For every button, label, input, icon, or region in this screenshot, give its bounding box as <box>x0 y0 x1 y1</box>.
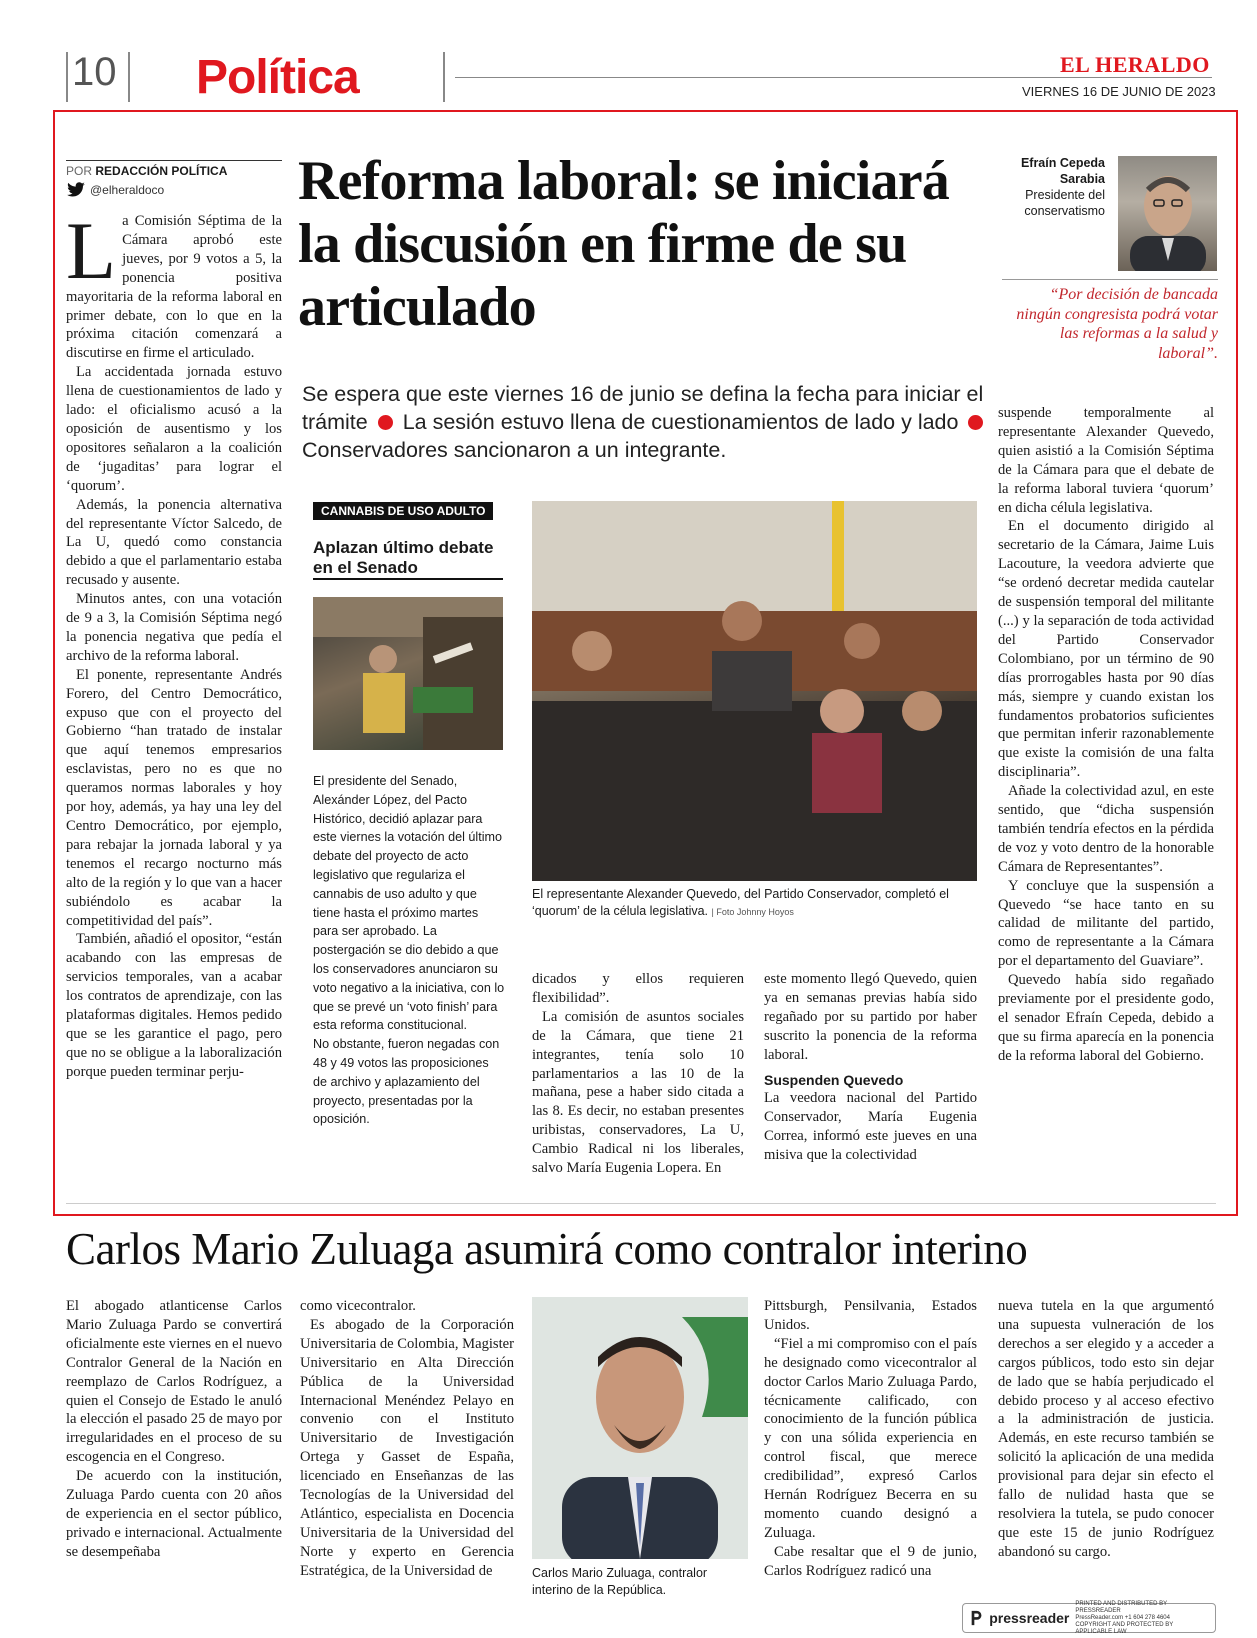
paragraph: La comisión de asuntos sociales de la Cámara, que tiene 21 integrantes, tenía solo 10 parlamentarios a las 10 de la mañana, pese a haber sido citada a las 8. Es decir, no estaban presentes uribistas, conservadores, La U, Cambio Radical ni los liberales, salvo María Eugenia Lopera. En <box>532 1008 744 1177</box>
second-headline[interactable]: Carlos Mario Zuluaga asumirá como contralor interino <box>66 1224 1028 1274</box>
paragraph: No obstante, fueron negadas con 48 y 49 votos las proposiciones de archivo y aplazamiento del proyecto, presentadas por la oposición. <box>313 1037 500 1127</box>
paragraph: dicados y ellos requieren flexibilidad”. <box>532 971 744 1006</box>
pressreader-logo: pressreader <box>989 1610 1070 1626</box>
article-column-4 <box>764 970 977 1165</box>
paragraph: La veedora nacional del Partido Conservador, María Eugenia Correa, informó este jueves en una misiva que la colectividad <box>764 1090 977 1164</box>
quote-attribution <box>1002 155 1105 219</box>
paragraph: Pittsburgh, Pensilvania, Estados Unidos. <box>764 1298 977 1333</box>
main-photo-caption: El representante Alexander Quevedo, del Partido Conservador, completó el ‘quorum’ de la célula legislativa. | Foto Johnny Hoyos <box>532 887 949 918</box>
drop-cap: L <box>66 205 117 296</box>
pressreader-badge[interactable] <box>962 1600 1216 1635</box>
article-column-5 <box>998 404 1214 1066</box>
sidebar-photo <box>313 597 503 750</box>
masthead-divider <box>128 52 130 102</box>
senate-photo-placeholder <box>313 597 503 750</box>
byline-por: POR <box>66 164 93 178</box>
second-column-1 <box>66 1297 282 1562</box>
section-subhead: Suspenden Quevedo <box>764 1071 904 1088</box>
sidebar-rule <box>313 578 503 580</box>
article-column-1 <box>66 205 282 1082</box>
portrait-placeholder <box>1118 156 1217 271</box>
paragraph: De acuerdo con la institución, Zuluaga Pardo cuenta con 20 años de experiencia en el sector público, privado e internacional. Actualmente se desempeñaba <box>66 1468 282 1560</box>
portrait-placeholder <box>532 1297 748 1559</box>
paragraph: nueva tutela en la que argumentó una supuesta vulneración de los derechos a ser elegido y a acceder a cargos públicos, todo esto sin dejar de lado que se había perjudicado el debido proceso y al acceso efectivo a la administración de justicia. Además, en este recurso también se solicitó la aplicación de una medida provisional para dejar sin efecto el fallo de nulidad hasta que se resolviera la tutela, se pudo conocer que este 15 de junio Rodríguez abandonó su cargo. <box>998 1298 1214 1560</box>
pull-quote: “Por decisión de bancada ningún congresista podrá votar las reformas a la salud y laboral”. <box>1016 286 1218 362</box>
paragraph: como vicecontralor. <box>300 1298 416 1314</box>
brand-logo: EL HERALDO <box>1060 52 1210 77</box>
sidebar-body <box>313 772 506 1129</box>
page-number: 10 <box>72 50 117 94</box>
masthead-rule <box>455 77 1212 78</box>
masthead-divider <box>443 52 445 102</box>
quote-rule <box>1002 279 1218 280</box>
paragraph: este momento llegó Quevedo, quien ya en semanas previas había sido regañado por su partido por haber suscrito la ponencia de la reforma laboral. <box>764 971 977 1063</box>
pressreader-logo-icon <box>969 1608 983 1628</box>
paragraph: Y concluye que la suspensión a Quevedo “se hace tanto en su calidad de militante del partido, como de representante a la Cámara por el departamento del Guaviare”. <box>998 877 1214 970</box>
issue-date: VIERNES 16 DE JUNIO DE 2023 <box>1022 84 1216 99</box>
commission-photo-placeholder <box>532 501 977 881</box>
sidebar-title[interactable]: Aplazan último debate en el Senado <box>313 538 494 577</box>
second-column-5 <box>998 1297 1214 1562</box>
paragraph: Quevedo había sido regañado previamente por el presidente godo, el senador Efraín Cepeda, debido a que su firma aparecía en la ponencia de la reforma laboral del Gobierno. <box>998 972 1214 1064</box>
section-label: Política <box>196 51 359 104</box>
twitter-handle: @elheraldoco <box>90 183 165 197</box>
paragraph: El ponente, representante Andrés Forero, del Centro Democrático, expuso que con el proyecto del Gobierno “han tratado de instalar que aquí tenemos empresarios esclavistas, pero no es que no queramos normas laborales y hoy por hoy, además, ya hay una ley del Centro Democrático, por ejemplo, para rebajar la jornada laboral y ya tenemos el recargo nocturno más alto de la región y lo que van a hacer subiéndolo es acabar la competitividad del país”. <box>66 666 282 929</box>
second-column-4 <box>764 1297 977 1581</box>
quote-person-role: Presidente del conservatismo <box>1024 188 1105 218</box>
paragraph: El abogado atlanticense Carlos Mario Zuluaga Pardo se convertirá oficialmente este viernes en el nuevo Contralor General de la Nación en reemplazo de Carlos Rodríguez, a quien el Consejo de Estado le anuló la elección el pasado 25 de mayo por irregularidades en el proceso de su escogencia en el Congreso. <box>66 1298 282 1466</box>
byline-author: REDACCIÓN POLÍTICA <box>95 164 228 178</box>
red-bullet-icon <box>378 415 393 430</box>
paragraph: Cabe resaltar que el 9 de junio, Carlos Rodríguez radicó una <box>764 1543 977 1579</box>
red-bullet-icon <box>968 415 983 430</box>
paragraph: La accidentada jornada estuvo llena de cuestionamientos de lado y lado: el oficialismo acusó a la oposición de ausentismo y los opositores señalaron a la coalición de ‘jugaditas’ para lograr el ‘quorum’. <box>66 364 282 494</box>
paragraph: Minutos antes, con una votación de 9 a 3, la Comisión Séptima negó la ponencia negativa que pedía el archivo de la reforma laboral. <box>66 591 282 664</box>
paragraph: El presidente del Senado, Alexánder López, del Pacto Histórico, decidió aplazar para este viernes la votación del último debate del proyecto de acto legislativo que regulariza el cannabis de uso adulto y que tiene hasta el próximo martes para ser aprobado. La postergación se dio debido a que los conservadores anunciaron su voto negativo a la iniciativa, con lo que se prevé un ‘voto finish’ para esta reforma constitucional. <box>313 774 505 1033</box>
sidebar-tag: CANNABIS DE USO ADULTO <box>313 502 493 520</box>
lead-paragraph: La Comisión Séptima de la Cámara aprobó este jueves, por 9 votos a 5, la ponencia positiva mayoritaria de la reforma laboral en primer debate, con lo que en la próxima citación comenzará a discutirse en firme el articulado. <box>66 205 282 362</box>
quote-portrait <box>1118 156 1217 271</box>
paragraph: Es abogado de la Corporación Universitaria de Colombia, Magister Universitario en Alta Dirección Pública de la Universidad Internacional Menéndez Pelayo en convenio con el Instituto Universitario de Investigación Ortega y Gasset de España, licenciado en Enseñanzas de las Tecnologías de la Universidad del Atlántico, especialista en Docencia Universitaria de la Universidad del Norte y experto en Gerencia Estratégica, de la Universidad de <box>300 1316 514 1579</box>
byline <box>66 160 282 198</box>
paragraph: En el documento dirigido al secretario de la Cámara, Jaime Luis Lacouture, la veedora advierte que “se ordenó decretar medida cautelar de suspensión temporal del militante (...) y la separación de toda actividad del Partido Conservador Colombiano, por un término de 90 días prorrogables hasta por 90 días más, siempre y cuando existan los fundamentos probatorios suficientes que permitan inferir razonablemente que existe la comisión de una falta disciplinaria”. <box>998 518 1214 781</box>
photo-credit: | Foto Johnny Hoyos <box>711 907 794 917</box>
twitter-handle-row[interactable] <box>66 182 282 198</box>
article-column-3 <box>532 970 744 1178</box>
zuluaga-photo <box>532 1297 748 1559</box>
pressreader-fine-print: PRINTED AND DISTRIBUTED BY PRESSREADER PressReader.com +1 604 278 4604 COPYRIGHT AND PROTECTED BY APPLICABLE LAW <box>1075 1600 1174 1635</box>
twitter-bird-icon <box>66 182 86 198</box>
paragraph: Además, la ponencia alternativa del representante Víctor Salcedo, de La U, quedó como constancia debido a que el parlamentario estaba recusado y ausente. <box>66 496 282 589</box>
paragraph: suspende temporalmente al representante Alexander Quevedo, quien asistió a la Comisión Séptima de la Cámara para que el debate de la reforma laboral tuviera ‘quorum’ en dicha célula legislativa. <box>998 405 1214 516</box>
subhead: Se espera que este viernes 16 de junio se defina la fecha para iniciar el trámite La sesión estuvo llena de cuestionamientos de lado y lado Conservadores sancionaron a un integrante. <box>302 382 984 462</box>
paragraph: “Fiel a mi compromiso con el país he designado como vicecontralor al doctor Carlos Mario Zuluaga Pardo, técnicamente calificado, con conocimiento de la función pública y con una sólida experiencia en control fiscal, que merece credibilidad”, expresó Carlos Hernán Rodríguez Becerra en su momento cuando designó a Zuluaga. <box>764 1335 977 1541</box>
paragraph: También, añadió el opositor, “están acabando con las empresas de servicios temporales, van a acabar los contratos de aprendizaje, con las plataformas digitales. Hemos pedido que se les garantice el pago, pero que no se obligue a la laboralización porque pueden terminar perju- <box>66 931 282 1080</box>
article-divider <box>66 1203 1216 1204</box>
paragraph: Añade la colectividad azul, en este sentido, que “dicha suspensión también tendría efectos en la pérdida de voz y voto dentro de la honorable Cámara de Representantes”. <box>998 783 1214 875</box>
quote-person-name: Efraín Cepeda Sarabia <box>1020 156 1105 186</box>
second-column-2 <box>300 1297 514 1581</box>
main-photo <box>532 501 977 881</box>
zuluaga-photo-caption: Carlos Mario Zuluaga, contralor interino de la República. <box>532 1566 708 1597</box>
main-headline[interactable]: Reforma laboral: se iniciará la discusión en firme de su articulado <box>298 150 949 338</box>
